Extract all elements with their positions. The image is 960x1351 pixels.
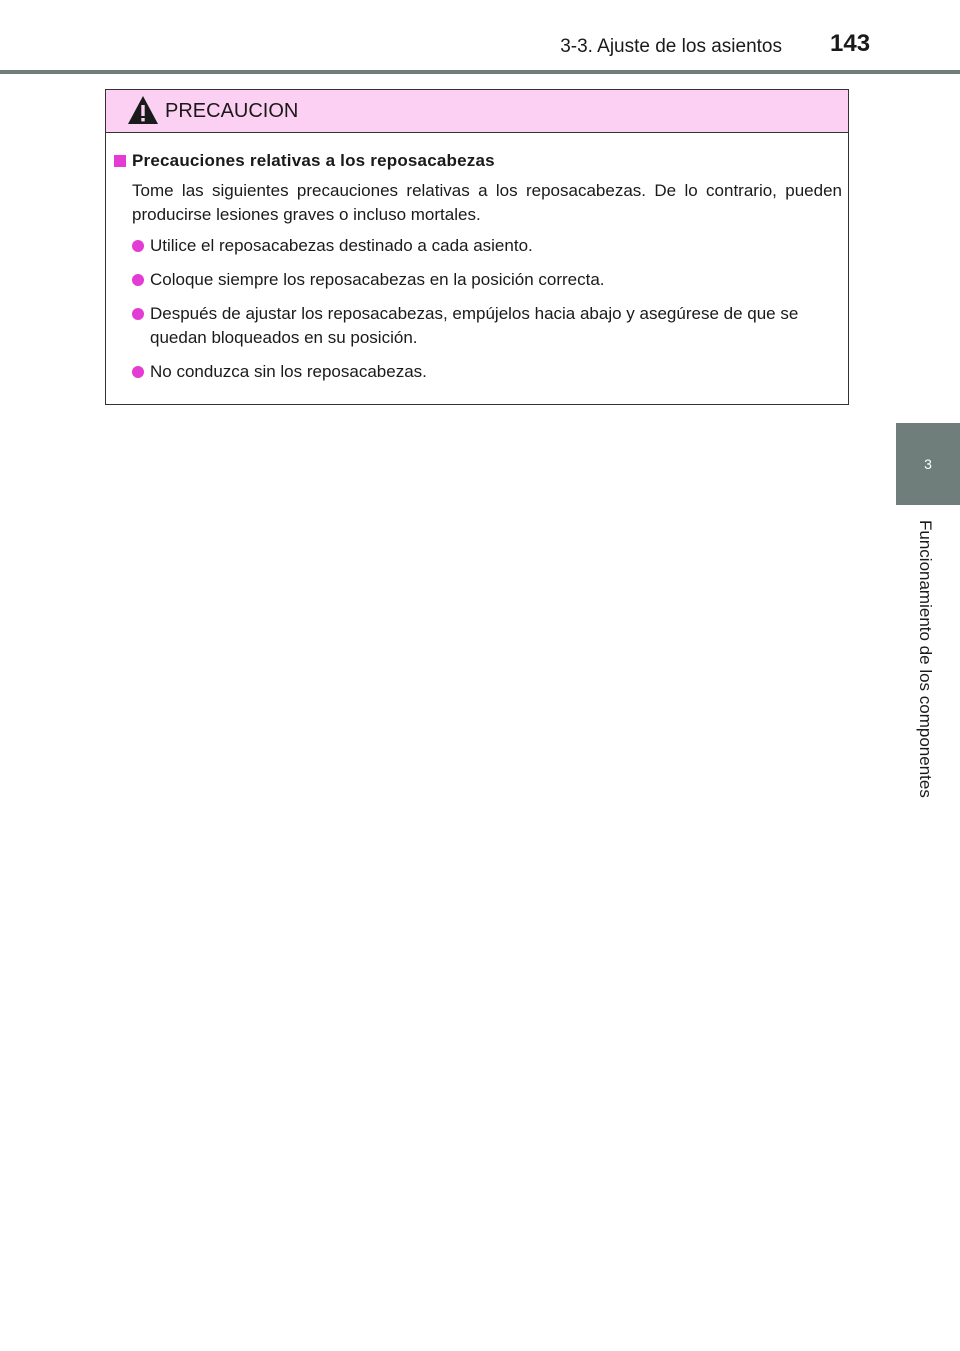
list-item bbox=[132, 234, 844, 258]
list-item-text: No conduzca sin los reposacabezas. bbox=[150, 362, 427, 381]
list-item-text: Después de ajustar los reposacabezas, empújelos hacia abajo y asegúrese de que se quedan bloqueados en su posición. bbox=[150, 304, 799, 347]
intro-paragraph: Tome las siguientes precauciones relativas a los reposacabezas. De lo contrario, pueden producirse lesiones graves o incluso mortales. bbox=[132, 181, 842, 224]
list-item bbox=[132, 268, 844, 292]
caution-header bbox=[106, 90, 848, 133]
square-bullet-icon bbox=[114, 155, 126, 167]
header-rule bbox=[0, 70, 960, 74]
section-heading: Precauciones relativas a los reposacabezas bbox=[132, 151, 495, 170]
warning-icon bbox=[127, 95, 159, 125]
list-item-text: Coloque siempre los reposacabezas en la posición correcta. bbox=[150, 270, 605, 289]
circle-bullet-icon bbox=[132, 274, 144, 286]
chapter-title: Funcionamiento de los componentes bbox=[916, 520, 935, 798]
circle-bullet-icon bbox=[132, 308, 144, 320]
list-item-text: Utilice el reposacabezas destinado a cada asiento. bbox=[150, 236, 533, 255]
caution-title: PRECAUCION bbox=[165, 100, 299, 122]
header-section-title: 3-3. Ajuste de los asientos bbox=[560, 36, 782, 57]
circle-bullet-icon bbox=[132, 366, 144, 378]
list-item bbox=[132, 302, 844, 350]
list-item bbox=[132, 360, 844, 384]
chapter-number: 3 bbox=[924, 456, 932, 472]
circle-bullet-icon bbox=[132, 240, 144, 252]
section-heading-row bbox=[114, 151, 495, 171]
page-number: 143 bbox=[830, 30, 871, 57]
chapter-tab bbox=[896, 423, 960, 505]
caution-box bbox=[105, 89, 849, 405]
